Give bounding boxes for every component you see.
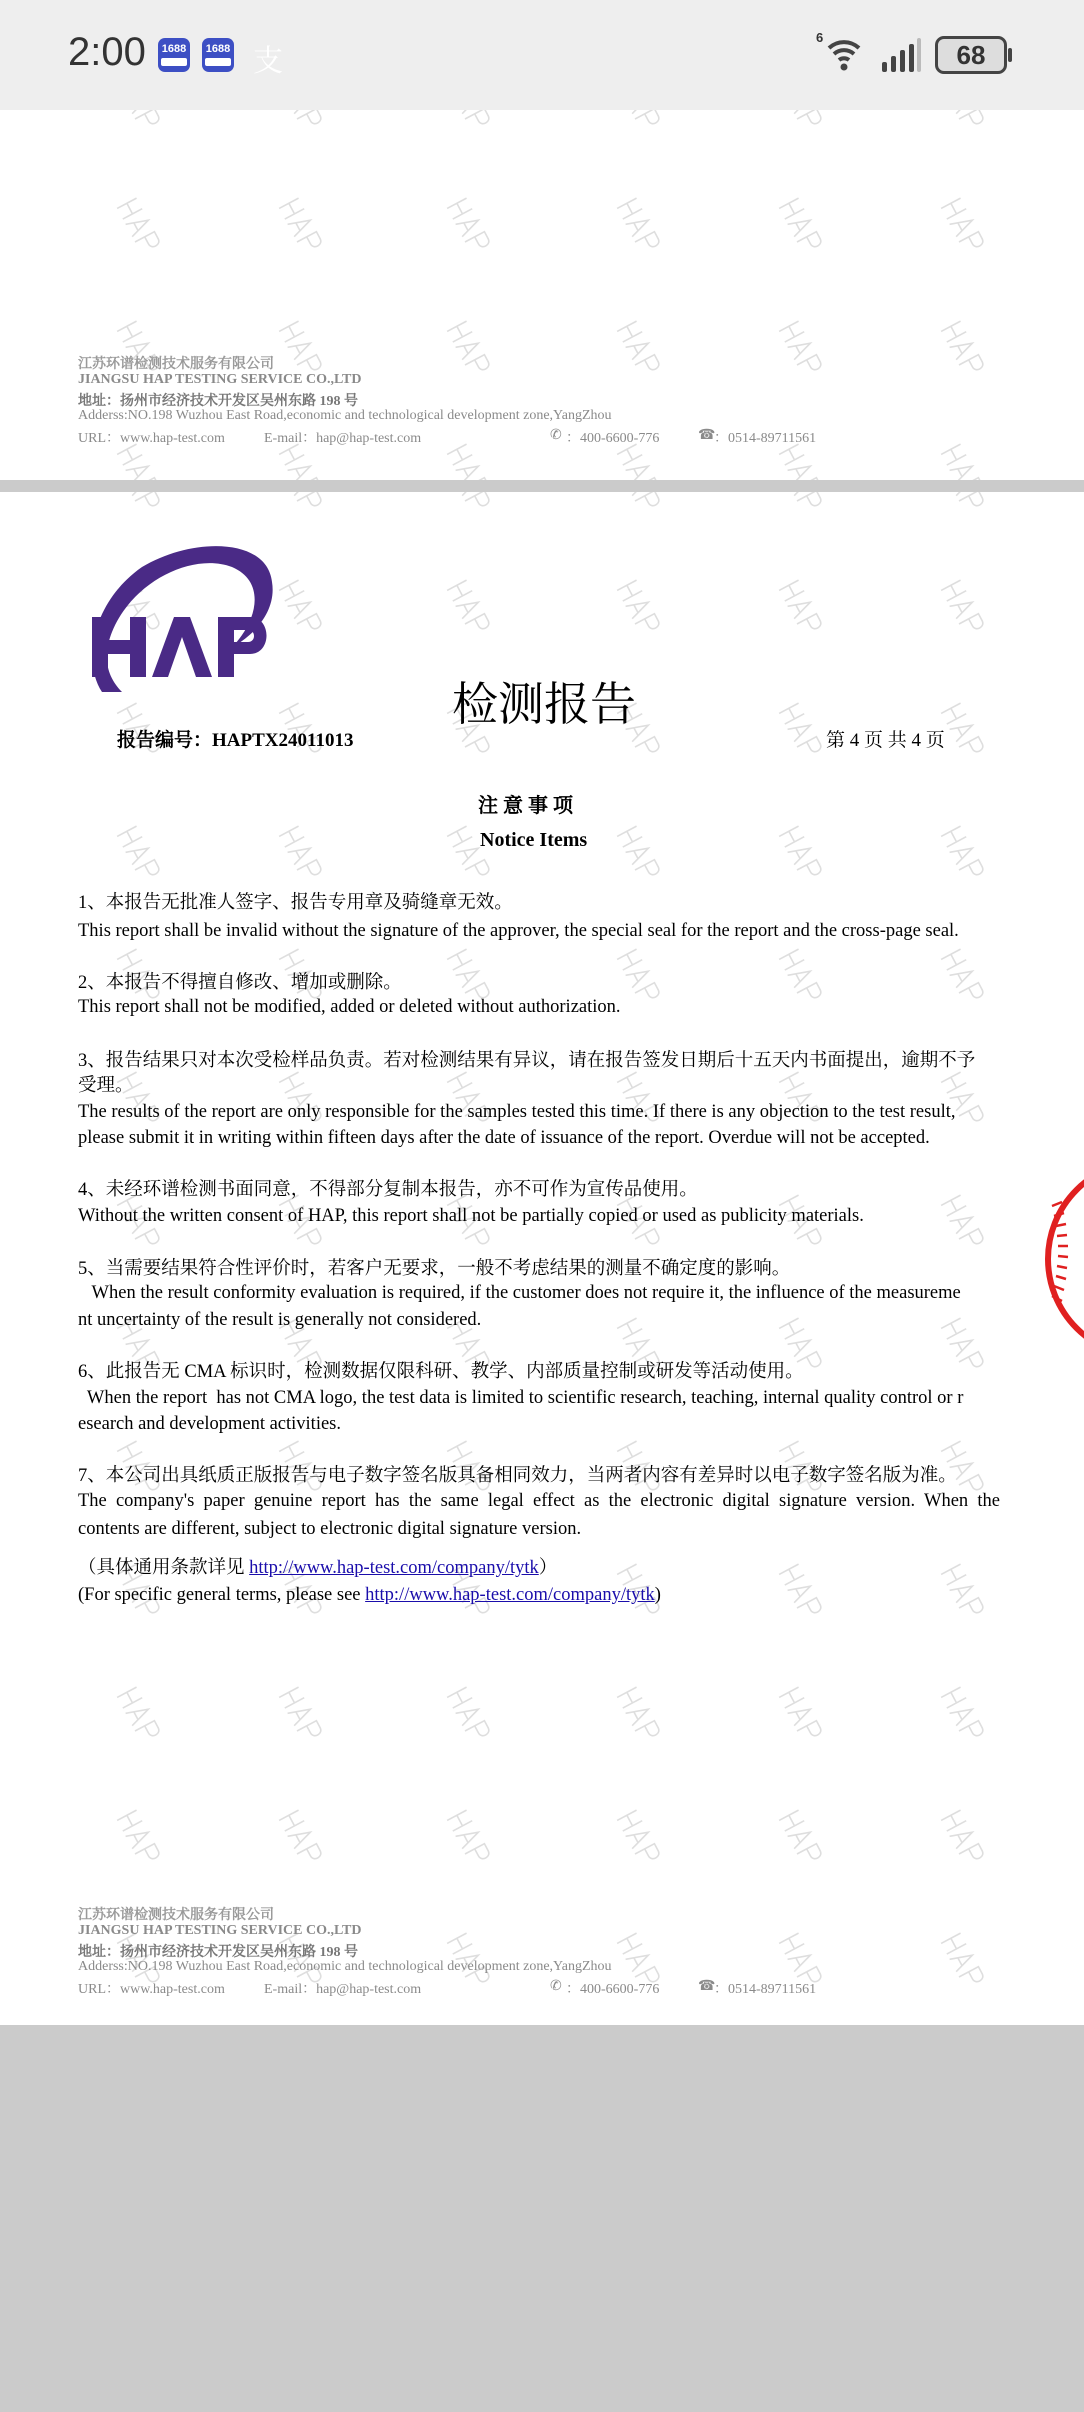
hap-watermark (113, 194, 168, 261)
footer-url: URL：www.hap-test.com (78, 1982, 225, 1997)
notice-item-6-line: esearch and development activities. (78, 1414, 342, 1434)
hap-watermark (443, 1806, 498, 1873)
hap-watermark (443, 1683, 498, 1750)
footer-company-cn: 江苏环谱检测技术服务有限公司 (78, 1908, 274, 1923)
hap-watermark (275, 822, 330, 889)
hap-watermark (113, 1683, 168, 1750)
footer-contacts (78, 427, 978, 445)
phone-icon: ✆ (550, 428, 562, 443)
hap-watermark (937, 1806, 992, 1873)
hap-watermark (275, 194, 330, 261)
notice-item-4-line: 4、未经环谱检测书面同意，不得部分复制本报告，亦不可作为宣传品使用。 (78, 1180, 698, 1200)
terms-cn: （具体通用条款详见 http://www.hap-test.com/company/tytk） (78, 1558, 558, 1578)
hap-watermark (775, 110, 830, 139)
notice-item-5-line: When the result conformity evaluation is required, if the customer does not require it, the influence of the measureme (78, 1283, 961, 1303)
hap-watermark (113, 822, 168, 889)
hap-watermark (613, 1683, 668, 1750)
hap-watermark (613, 492, 668, 521)
hap-watermark (443, 440, 498, 480)
hap-watermark (775, 194, 830, 261)
hap-watermark (937, 110, 992, 139)
logo-lettering (92, 617, 267, 677)
hap-watermark (937, 440, 992, 480)
footer-address-cn: 地址：扬州市经济技术开发区吴州东路 198 号 (78, 1945, 358, 1960)
footer-company-cn: 江苏环谱检测技术服务有限公司 (78, 357, 274, 372)
terms-link[interactable]: http://www.hap-test.com/company/tytk (365, 1585, 655, 1605)
hap-watermark (113, 492, 168, 521)
hap-watermark (937, 822, 992, 889)
report-title: 检测报告 (452, 677, 636, 731)
hap-watermark (275, 1806, 330, 1873)
hap-logo (82, 542, 282, 702)
notice-item-3-line: please submit it in writing within fifteen days after the date of issuance of the report. Overdue will not be accepted. (78, 1128, 930, 1148)
watermark-layer (0, 110, 1084, 480)
report-number: 报告编号：HAPTX24011013 (117, 730, 354, 751)
hap-watermark (775, 492, 830, 521)
company-seal (1036, 1176, 1084, 1342)
notice-item-6-line: 6、此报告无 CMA 标识时，检测数据仅限科研、教学、内部质量控制或研发等活动使用。 (78, 1362, 804, 1382)
hap-watermark (937, 945, 992, 1012)
notice-item-1-line: This report shall be invalid without the signature of the approver, the special seal for the report and the cross-page seal. (78, 921, 959, 941)
footer-phone: ：400-6600-776 (566, 1982, 660, 1997)
hap-watermark (937, 317, 992, 384)
hap-watermark (275, 110, 330, 139)
notice-item-7-line: The company's paper genuine report has the same legal effect as the electronic digital signature version. When the (78, 1491, 1000, 1511)
fax-icon: ☎ (698, 1979, 716, 1994)
hap-watermark (775, 576, 830, 643)
hap-watermark (775, 1560, 830, 1627)
notice-item-7-line: 7、本公司出具纸质正版报告与电子数字签名版具备相同效力，当两者内容有差异时以电子数字签名版为准。 (78, 1466, 957, 1486)
hap-watermark (443, 194, 498, 261)
hap-watermark (443, 110, 498, 139)
hap-watermark (937, 1560, 992, 1627)
notice-item-1-line: 1、本报告无批准人签字、报告专用章及骑缝章无效。 (78, 893, 513, 913)
footer-fax: ：0514-89711561 (714, 431, 817, 446)
hap-watermark (775, 1683, 830, 1750)
document-page-4[interactable] (0, 492, 1084, 2025)
clock: 2:00 (68, 30, 146, 74)
hap-watermark (937, 492, 992, 521)
footer-address-en: Adderss:NO.198 Wuzhou East Road,economic and technological development zone,YangZhou (78, 408, 612, 423)
battery-nub (1008, 48, 1012, 62)
hap-watermark (937, 1191, 992, 1258)
notice-item-4-line: Without the written consent of HAP, this report shall not be partially copied or used as publicity materials. (78, 1206, 864, 1226)
page-info: 第 4 页 共 4 页 (826, 730, 945, 751)
terms-link[interactable]: http://www.hap-test.com/company/tytk (249, 1558, 539, 1578)
terms-en: (For specific general terms, please see http://www.hap-test.com/company/tytk) (78, 1585, 661, 1605)
footer-fax: ：0514-89711561 (714, 1982, 817, 1997)
status-bar (0, 0, 1084, 110)
footer-url: URL：www.hap-test.com (78, 431, 225, 446)
footer-phone: ：400-6600-776 (566, 431, 660, 446)
hap-watermark (613, 822, 668, 889)
footer-email: E-mail：hap@hap-test.com (264, 431, 422, 446)
notice-item-2-line: This report shall not be modified, added or deleted without authorization. (78, 997, 621, 1017)
hap-watermark (937, 1683, 992, 1750)
hap-watermark (937, 194, 992, 261)
hap-watermark (613, 945, 668, 1012)
hap-watermark (275, 576, 330, 643)
network-type: 6 (816, 30, 824, 45)
hap-watermark (613, 1806, 668, 1873)
footer-email: E-mail：hap@hap-test.com (264, 1982, 422, 1997)
hap-watermark (275, 492, 330, 521)
hap-watermark (275, 1683, 330, 1750)
battery-indicator: 68 (935, 36, 1007, 74)
notice-item-5-line: nt uncertainty of the result is generally not considered. (78, 1310, 482, 1330)
alipay-icon: 支 (253, 44, 283, 79)
notice-title-cn: 注 意 事 项 (478, 795, 573, 817)
phone-icon: ✆ (550, 1979, 562, 1994)
hap-watermark (443, 576, 498, 643)
notice-item-6-line: When the report has not CMA logo, the test data is limited to scientific research, teaching, internal quality control or r (78, 1388, 964, 1408)
notice-item-7-line: contents are different, subject to electronic digital signature version. (78, 1519, 582, 1539)
app-1688-icon: 1688 (202, 38, 234, 72)
hap-watermark (775, 699, 830, 766)
hap-watermark (613, 194, 668, 261)
notice-item-5-line: 5、当需要结果符合性评价时，若客户无要求，一般不考虑结果的测量不确定度的影响。 (78, 1259, 791, 1279)
footer-company-en: JIANGSU HAP TESTING SERVICE CO.,LTD (78, 372, 362, 387)
document-page-3-bottom[interactable] (0, 110, 1084, 480)
notice-item-3-line: 受理。 (78, 1076, 134, 1096)
hap-watermark (775, 945, 830, 1012)
footer-contacts (78, 1978, 978, 1996)
notice-item-3-line: The results of the report are only responsible for the samples tested this time. If there is any objection to the test result, (78, 1102, 956, 1122)
notice-title-en: Notice Items (480, 829, 588, 851)
hap-watermark (113, 110, 168, 139)
hap-watermark (937, 1314, 992, 1381)
hap-watermark (775, 1806, 830, 1873)
fax-icon: ☎ (698, 428, 716, 443)
hap-watermark (443, 492, 498, 521)
hap-watermark (775, 317, 830, 384)
hap-watermark (613, 110, 668, 139)
footer-address-cn: 地址：扬州市经济技术开发区吴州东路 198 号 (78, 394, 358, 409)
hap-watermark (775, 822, 830, 889)
hap-watermark (613, 317, 668, 384)
footer-company-en: JIANGSU HAP TESTING SERVICE CO.,LTD (78, 1923, 362, 1938)
footer-address-en: Adderss:NO.198 Wuzhou East Road,economic and technological development zone,YangZhou (78, 1959, 612, 1974)
hap-watermark (937, 576, 992, 643)
hap-watermark (113, 1806, 168, 1873)
hap-watermark (613, 576, 668, 643)
signal-icon (880, 38, 924, 72)
hap-watermark (443, 317, 498, 384)
app-1688-icon: 1688 (158, 38, 190, 72)
notice-item-3-line: 3、报告结果只对本次受检样品负责。若对检测结果有异议，请在报告签发日期后十五天内书面提出，逾期不予 (78, 1051, 976, 1071)
wifi-icon (826, 36, 862, 72)
notice-item-2-line: 2、本报告不得擅自修改、增加或删除。 (78, 973, 402, 993)
